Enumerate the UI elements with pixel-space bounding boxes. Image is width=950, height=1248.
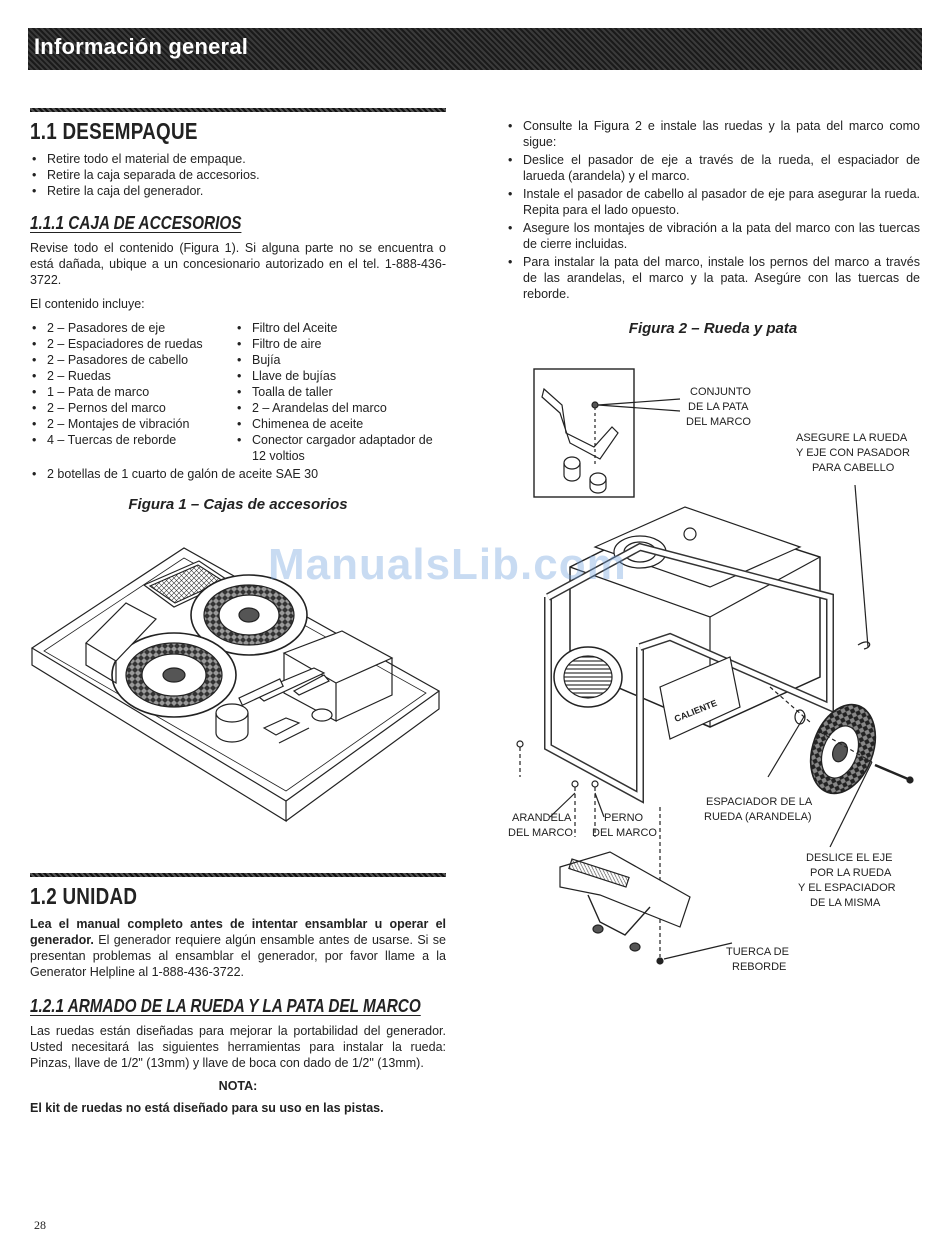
label-perno-2: DEL MARCO (592, 827, 657, 839)
label-perno-1: PERNO (604, 812, 644, 824)
list-item: • 2 – Montajes de vibración (30, 416, 235, 432)
page-number: 28 (34, 1218, 46, 1232)
label-asegure-2: Y EJE CON PASADOR (796, 447, 910, 459)
list-item: • 2 – Pasadores de cabello (30, 352, 235, 368)
list-item: • Llave de bujías (235, 368, 440, 384)
list-item: • Retire todo el material de empaque. (30, 151, 446, 167)
page-title: Información general (34, 34, 249, 59)
armado-paragraph: Las ruedas están diseñadas para mejorar la portabilidad del generador. Usted necesitará las siguientes herramientas para instalar la rueda: Pinzas, llave de 1/2" (13mm) y llave de boca con dado de 1/2" (13mm). (30, 1024, 446, 1070)
note-title: NOTA: (218, 1079, 258, 1093)
label-conjunto-3: DEL MARCO (686, 416, 751, 428)
label-deslice-1: DESLICE EL EJE (806, 852, 893, 864)
list-item: • Para instalar la pata del marco, instale los pernos del marco a través de las arandelas, el marco y la pata. Asegúre con las tuercas de reborde. (506, 254, 920, 302)
label-arandela-2: DEL MARCO (508, 827, 573, 839)
unidad-paragraph-bold: Lea el manual completo antes de intentar ensamblar u operar el generador. (30, 917, 446, 947)
section-rule (30, 873, 446, 877)
figure-2-wheel-and-leg (500, 347, 920, 987)
watermark: ManualsLib.com (268, 540, 627, 589)
label-deslice-2: POR LA RUEDA (810, 867, 892, 879)
list-item: • 2 – Ruedas (30, 368, 235, 384)
unidad-paragraph-rest: El generador requiere algún ensamble antes de usarse. Si se presentan problemas al ensamblar el generador, por favor llame a la Generator Helpline al 1-888-436-3722. (30, 933, 446, 979)
subsection-title-caja: 1.1.1 CAJA DE ACCESORIOS (30, 213, 242, 233)
figure-1-caption: Figura 1 – Cajas de accesorios (128, 496, 348, 513)
list-item: • Conector cargador adaptador de 12 voltios (235, 432, 440, 464)
header-bar (28, 28, 922, 70)
section-rule (30, 108, 446, 112)
list-item: • Deslice el pasador de eje a través de la rueda, el espaciador de larueda (arandela) y el marco. (506, 152, 920, 184)
caja-intro: Revise todo el contenido (Figura 1). Si alguna parte no se encuentra o está dañada, ubique a un concesionario autorizado en el tel. 1-888-436-3722. (30, 241, 446, 287)
list-item: • Instale el pasador de cabello al pasador de eje para asegurar la rueda. Repita para el lado opuesto. (506, 186, 920, 218)
label-espaciador-1: ESPACIADOR DE LA (706, 796, 813, 808)
contents-list-left (30, 320, 235, 464)
list-item: • Filtro del Aceite (235, 320, 440, 336)
list-item: • 2 – Arandelas del marco (235, 400, 440, 416)
list-item: • Retire la caja separada de accesorios. (30, 167, 446, 183)
list-item: • 2 – Espaciadores de ruedas (30, 336, 235, 352)
list-item: • 2 – Pasadores de eje (30, 320, 235, 336)
left-column (30, 108, 446, 1115)
list-item: • 4 – Tuercas de reborde (30, 432, 235, 448)
contents-list (30, 320, 446, 464)
unidad-paragraph (30, 916, 446, 980)
assembly-steps-list (506, 118, 920, 302)
contents-label: El contenido incluye: (30, 297, 145, 311)
list-item: • Toalla de taller (235, 384, 440, 400)
list-item: • 2 botellas de 1 cuarto de galón de aceite SAE 30 (30, 466, 446, 482)
label-tuerca-2: REBORDE (732, 961, 787, 973)
note-body: El kit de ruedas no está diseñado para su uso en las pistas. (30, 1101, 384, 1115)
label-tuerca-1: TUERCA DE (726, 946, 789, 958)
label-asegure-1: ASEGURE LA RUEDA (796, 432, 908, 444)
list-item: • 1 – Pata de marco (30, 384, 235, 400)
label-espaciador-2: RUEDA (ARANDELA) (704, 811, 812, 823)
label-deslice-3: Y EL ESPACIADOR (798, 882, 896, 894)
contents-list-right (235, 320, 440, 464)
label-deslice-4: DE LA MISMA (810, 897, 881, 909)
list-item: • Retire la caja del generador. (30, 183, 446, 199)
section-title-unidad: 1.2 UNIDAD (30, 883, 138, 909)
label-arandela-1: ARANDELA (512, 812, 572, 824)
figure-2-caption: Figura 2 – Rueda y pata (628, 320, 798, 337)
desempaque-list (30, 151, 446, 199)
label-conjunto-2: DE LA PATA (688, 401, 749, 413)
subsection-title-armado: 1.2.1 ARMADO DE LA RUEDA Y LA PATA DEL MARCO (30, 996, 421, 1016)
list-item: • Asegure los montajes de vibración a la pata del marco con las tuercas de cierre incluidas. (506, 220, 920, 252)
section-title-desempaque: 1.1 DESEMPAQUE (30, 118, 198, 144)
label-asegure-3: PARA CABELLO (812, 462, 895, 474)
brand-label: CALIENTE (672, 697, 719, 724)
list-item: • Bujía (235, 352, 440, 368)
label-conjunto-1: CONJUNTO (690, 386, 751, 398)
list-item: • Chimenea de aceite (235, 416, 440, 432)
list-item: • Filtro de aire (235, 336, 440, 352)
contents-list-last (30, 466, 446, 482)
list-item: • 2 – Pernos del marco (30, 400, 235, 416)
list-item: • Consulte la Figura 2 e instale las ruedas y la pata del marco como sigue: (506, 118, 920, 150)
